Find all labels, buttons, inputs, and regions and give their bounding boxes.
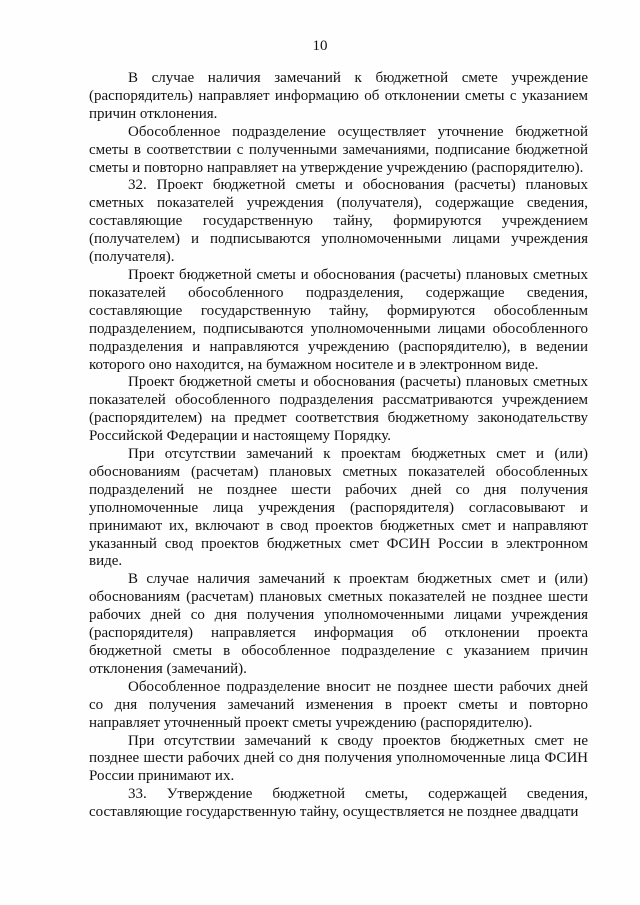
paragraph-remarks-on-estimate: В случае наличия замечаний к бюджетной смете учреждение (распорядитель) направляет информацию об отклонении сметы с указанием причин отклонения.	[89, 70, 588, 122]
paragraph-clause-33: 33. Утверждение бюджетной сметы, содержащей сведения, составляющие государственную тайну, осуществляется не позднее двадцати	[89, 786, 588, 821]
paragraph-subdivision-clarification: Обособленное подразделение осуществляет уточнение бюджетной сметы в соответствии с полученными замечаниями, подписание бюджетной сметы и повторно направляет на утверждение учреждению (распорядителю).	[89, 123, 588, 176]
page-number: 10	[312, 38, 328, 54]
paragraph-remarks-rejection: В случае наличия замечаний к проектам бюджетных смет и (или) обоснованиям (расчетам) плановых сметных показателей не позднее шести рабочих дней со дня получения уполномоченными лицами учреждения (распорядителя) направляется информация об отклонении проекта бюджетной сметы в обособленное подразделение с указанием причин отклонения (замечаний).	[89, 571, 588, 677]
paragraph-no-remarks-approval: При отсутствии замечаний к проектам бюджетных смет и (или) обоснованиям (расчетам) плановых сметных показателей обособленных подразделений не позднее шести рабочих дней со дня получения уполномоченные лица учреждения (распорядителя) согласовывают и принимают их, включают в свод проектов бюджетных смет и направляют указанный свод проектов бюджетных смет ФСИН России в электронном виде.	[89, 446, 588, 570]
paragraph-clause-32: 32. Проект бюджетной сметы и обоснования (расчеты) плановых сметных показателей учреждения (получателя), содержащие сведения, составляющие государственную тайну, формируются учреждением (получателем) и подписываются уполномоченными лицами учреждения (получателя).	[89, 177, 588, 266]
paragraph-subdivision-secret-draft: Проект бюджетной сметы и обоснования (расчеты) плановых сметных показателей обособленного подразделения, содержащие сведения, составляющие государственную тайну, формируются обособленным подразделением, подписываются уполномоченными лицами обособленного подразделения и направляются учреждению (распорядителю), в ведении которого оно находится, на бумажном носителе и в электронном виде.	[89, 266, 588, 373]
document-body	[89, 70, 588, 822]
paragraph-fsin-acceptance: При отсутствии замечаний к своду проектов бюджетных смет не позднее шести рабочих дней со дня получения уполномоченные лица ФСИН России принимают их.	[89, 732, 588, 785]
paragraph-subdivision-revision: Обособленное подразделение вносит не позднее шести рабочих дней со дня получения замечаний изменения в проект сметы и повторно направляет уточненный проект сметы учреждению (распорядителю).	[89, 678, 588, 731]
paragraph-draft-review: Проект бюджетной сметы и обоснования (расчеты) плановых сметных показателей обособленного подразделения рассматриваются учреждением (распорядителем) на предмет соответствия бюджетному законодательству Российской Федерации и настоящему Порядку.	[89, 374, 588, 445]
